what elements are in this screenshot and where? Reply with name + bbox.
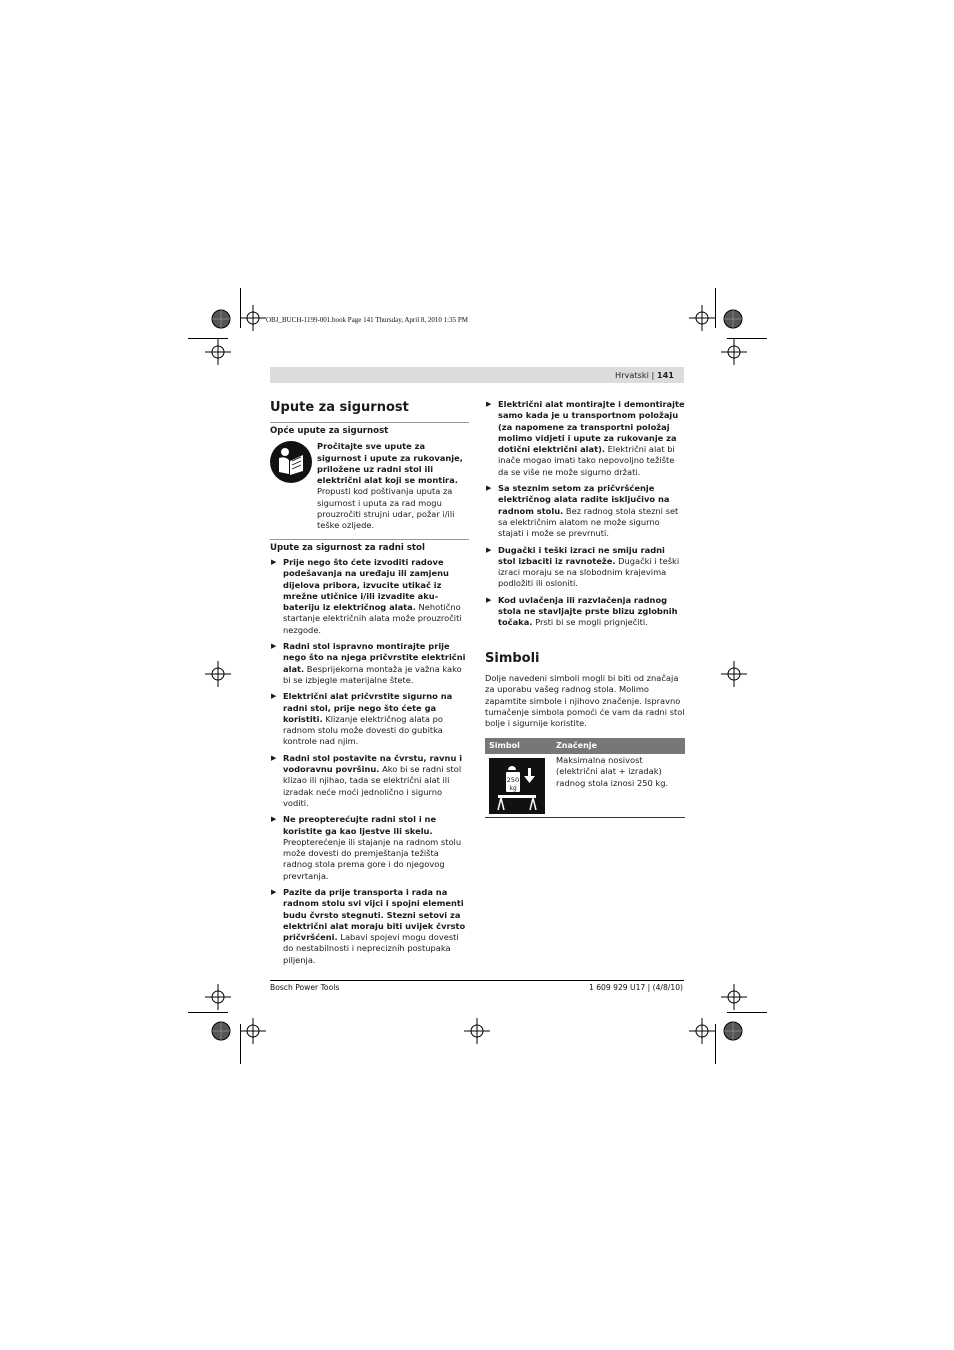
footer-left: Bosch Power Tools: [270, 983, 340, 992]
bullet-bold: Sa steznim setom za pričvršćenje električnog alata radite isključivo na radnom stolu.: [498, 483, 670, 516]
list-item: [270, 641, 469, 686]
list-item: [270, 753, 469, 809]
registration-mark-icon: [464, 1018, 490, 1044]
read-manual-bold: Pročitajte sve upute za sigurnost i upute za rukovanje, priložene uz radni stol ili električni alat koji se montira.: [317, 441, 463, 486]
crop-mark: [188, 1012, 228, 1013]
color-target-icon: [211, 309, 231, 329]
read-manual-text: [317, 441, 469, 531]
list-item: [270, 814, 469, 882]
triangle-bullet-icon: ▶: [486, 545, 492, 554]
list-item: [485, 483, 685, 539]
load-weight: 250: [506, 776, 520, 784]
right-column: [485, 399, 685, 634]
subsection-heading: Opće upute za sigurnost: [270, 426, 389, 436]
registration-mark-icon: [721, 339, 747, 365]
load-unit: kg: [509, 785, 517, 792]
bullet-text: Dugački i teški izraci moraju se na slobodnim krajevima podložiti ili osloniti.: [498, 555, 680, 589]
triangle-bullet-icon: ▶: [271, 692, 277, 701]
header-text: [615, 370, 674, 380]
table-header-row: [485, 738, 685, 754]
list-item: [485, 545, 685, 590]
list-item: [270, 887, 469, 966]
registration-mark-icon: [689, 305, 715, 331]
registration-mark-icon: [689, 1018, 715, 1044]
section-title: Simboli: [485, 651, 540, 666]
table-header-meaning: Značenje: [556, 741, 597, 750]
color-target-icon: [723, 1021, 743, 1041]
table-header-symbol: Simbol: [489, 741, 520, 750]
header-language: Hrvatski: [615, 370, 649, 380]
bullet-text: Preopterećenje ili stajanje na radnom stolu može dovesti do premještanja težišta radnog stola prema gore i do njegovog prevrtanja.: [283, 836, 462, 881]
page-number: 141: [656, 370, 674, 380]
bullet-text: Nehotično startanje električnih alata može prouzročiti nezgode.: [283, 602, 462, 635]
triangle-bullet-icon: ▶: [271, 815, 277, 824]
section-title: Upute za sigurnost: [270, 400, 409, 415]
registration-mark-icon: [721, 984, 747, 1010]
list-item: [485, 399, 685, 478]
symbols-section: [485, 651, 685, 729]
symbol-meaning: Maksimalna nosivost (električni alat + izradak) radnog stola iznosi 250 kg.: [556, 755, 669, 788]
footer-right: 1 609 929 U17 | (4/8/10): [588, 983, 683, 992]
bullet-bold: Dugački i teški izraci ne smiju radni stol izbaciti iz ravnoteže.: [498, 544, 665, 566]
read-manual-icon: [270, 441, 312, 483]
registration-mark-icon: [240, 1018, 266, 1044]
symbols-intro: Dolje navedeni simboli mogli bi biti od značaja za uporabu vašeg radnog stola. Molimo zapamtite simbole i njihovo značenje. Ispravno tumačenje simbola pomoći će vam da radni stol bolje i sigurnije koristite.: [485, 673, 685, 729]
left-column: [270, 400, 469, 971]
registration-mark-icon: [205, 984, 231, 1010]
book-slug-line: OBJ_BUCH-1199-001.book Page 141 Thursday, April 8, 2010 1:35 PM: [266, 316, 468, 324]
bullet-bold: Električni alat pričvrstite sigurno na radni stol, prije nego što ćete ga koristiti.: [283, 691, 453, 724]
bullet-text: Klizanje električnog alata po radnom stolu može dovesti do gubitka kontrole nad njim.: [283, 713, 443, 747]
crop-mark: [715, 1024, 716, 1064]
header-separator: |: [651, 370, 655, 380]
table-row: [485, 754, 685, 818]
triangle-bullet-icon: ▶: [271, 557, 277, 566]
subsection-heading: Upute za sigurnost za radni stol: [270, 542, 425, 553]
max-load-icon: [489, 758, 545, 814]
bullet-text: Prsti bi se mogli prignječiti.: [532, 617, 648, 628]
bullet-text: Ako bi se radni stol klizao ili njihao, tada se električni alat ili izradak neće moći jednolično i sigurno voditi.: [283, 764, 462, 808]
triangle-bullet-icon: ▶: [486, 484, 492, 493]
triangle-bullet-icon: ▶: [486, 400, 492, 408]
list-item: [270, 557, 469, 636]
bullet-text: Električni alat bi inače mogao imati tako nepovoljno težište da se više ne može sigurno držati.: [498, 444, 675, 477]
list-item: [485, 595, 685, 629]
bullet-bold: Ne preopterećujte radni stol i ne koristite ga kao ljestve ili skelu.: [283, 814, 437, 836]
read-manual-rest: Propusti kod poštivanja uputa za sigurnost i uputa za rad mogu prouzročiti strujni udar, požar i/ili teške ozljede.: [317, 486, 455, 531]
bullet-text: Labavi spojevi mogu dovesti do nestabilnosti i neprecizníh postupaka piljenja.: [283, 932, 459, 965]
crop-mark: [715, 288, 716, 328]
crop-mark: [727, 1012, 767, 1013]
read-manual-block: [270, 441, 469, 531]
registration-mark-icon: [240, 305, 266, 331]
triangle-bullet-icon: ▶: [271, 753, 277, 762]
page-header: [270, 367, 684, 383]
triangle-bullet-icon: ▶: [271, 887, 277, 896]
footer-divider: [270, 980, 684, 981]
registration-mark-icon: [205, 339, 231, 365]
bullet-bold: Električni alat montirajte i demontirajte samo kada je u transportnom položaju (za napomene za transportni položaj molimo vidjeti i upute za rukovanje za dotični električni alat).: [498, 399, 685, 455]
bullet-bold: Kod uvlačenja ili razvlačenja radnog stola ne stavljajte prste blizu zglobnih točaka.: [498, 594, 678, 628]
registration-mark-icon: [205, 661, 231, 687]
bullet-bold: Radni stol postavite na čvrstu, ravnu i vodoravnu površinu.: [283, 752, 463, 775]
bullet-bold: Radni stol ispravno montirajte prije nego što na njega pričvrstite električni alat.: [283, 641, 466, 674]
color-target-icon: [723, 309, 743, 329]
bullet-text: Bez radnog stola stezni set sa električnim alatom ne može sigurno stajati i može se prevrnuti.: [498, 505, 679, 539]
list-item: [270, 691, 469, 747]
bullet-bold: Pazite da prije transporta i rada na radnom stolu svi vijci i spojni elementi budu čvrsto stegnuti. Stezni setovi za električni alat moraju biti uvijek čvrsto pričvršćeni.: [283, 886, 466, 943]
bullet-text: Besprijekorna montaža je važna kako bi se izbjegle materijalne štete.: [283, 663, 462, 685]
color-target-icon: [211, 1021, 231, 1041]
triangle-bullet-icon: ▶: [271, 642, 277, 651]
registration-mark-icon: [721, 661, 747, 687]
bullet-bold: Prije nego što ćete izvoditi radove podešavanja na uređaju ili zamjenu dijelova pribora, izvucite utikač iz mrežne utičnice i/ili izvadite aku-bateriju iz električnog alata.: [283, 556, 449, 613]
triangle-bullet-icon: ▶: [486, 595, 492, 604]
divider: [270, 539, 469, 540]
divider: [270, 422, 469, 423]
